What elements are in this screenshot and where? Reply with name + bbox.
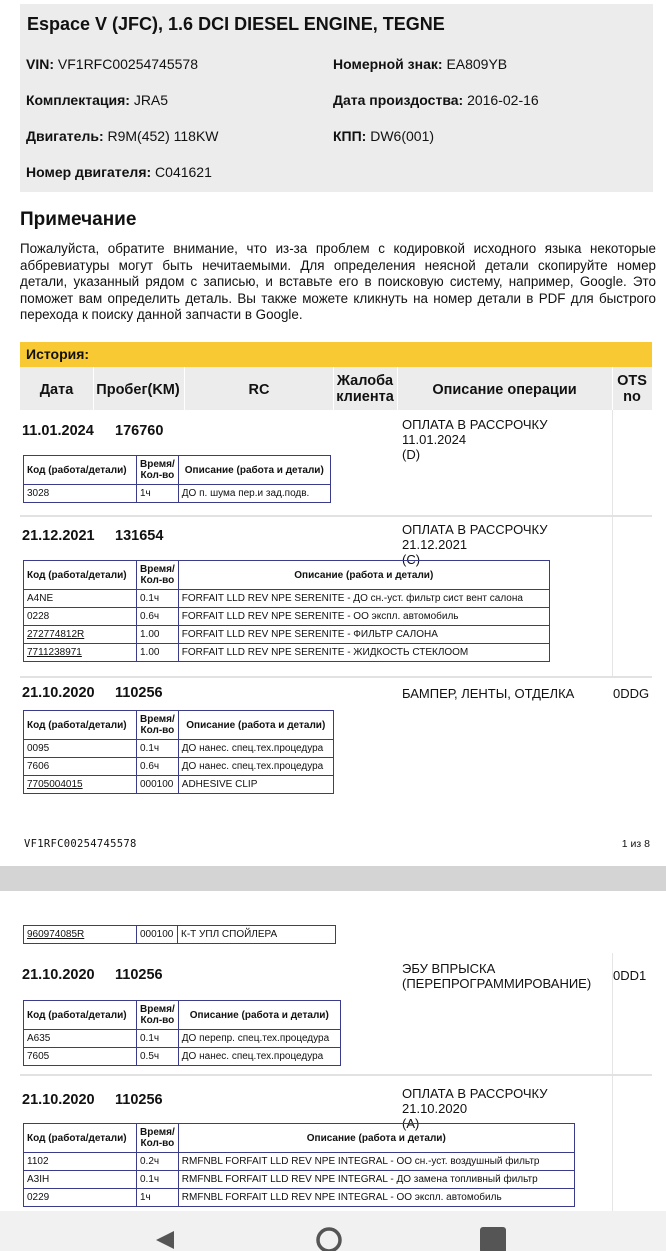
page-gap [0,866,666,891]
engine-value: R9M(452) 118KW [107,128,219,144]
gearbox-label: КПП: [333,128,367,144]
production-date-row [333,92,539,108]
record-mileage: 110256 [115,1092,163,1108]
th-time [137,1124,179,1153]
record-operation-line1: БАМПЕР, ЛЕНТЫ, ОТДЕЛКА [402,686,575,701]
trim-row [26,92,168,108]
operations-table-continued [23,925,336,944]
code-cell: 7605 [24,1048,137,1066]
operations-table [23,1123,575,1207]
col-rc: RC [248,382,270,398]
table-row [24,758,334,776]
code-cell: 3028 [24,485,137,503]
table-row [24,1171,575,1189]
th-code: Код (работа/детали) [24,561,137,590]
record-mileage: 110256 [115,685,163,701]
table-row [24,485,331,503]
record-operation-line1: ОПЛАТА В РАССРОЧКУ 21.12.2021 [402,522,548,552]
trim-label: Комплектация: [26,92,130,108]
engine-number-value: C041621 [155,164,212,180]
table-row [24,1153,575,1171]
footer-vin: VF1RFC00254745578 [24,838,137,850]
plate-value: EA809YB [446,56,508,72]
engine-row [26,128,219,144]
th-time-2: Кол-во [140,1138,175,1149]
record-date: 11.01.2024 [22,423,94,439]
th-desc: Описание (работа и детали) [178,1124,574,1153]
time-cell: 1ч [137,485,179,503]
desc-cell: RMFNBL FORFAIT LLD REV NPE INTEGRAL - ОО сн.-уст. воздушный фильтр [178,1153,574,1171]
record-operation-line2: (A) [402,1116,420,1131]
trim-value: JRA5 [133,92,169,108]
record-ots: 0DDG [613,686,650,701]
history-label: История: [26,346,90,362]
code-cell: A4NE [24,590,137,608]
vin-value: VF1RFC00254745578 [57,56,198,72]
desc-cell: ADHESIVE CLIP [178,776,333,794]
part-number-link[interactable]: 960974085R [24,926,137,944]
record-operation-line1: ЭБУ ВПРЫСКА [402,961,496,976]
time-cell: 0.5ч [137,1048,179,1066]
th-time-2: Кол-во [140,470,175,481]
record-date: 21.10.2020 [22,967,95,983]
col-ots-line2: no [623,389,641,405]
th-time [137,1001,179,1030]
operations-table [23,455,331,503]
gearbox-row [333,128,434,144]
engine-number-label: Номер двигателя: [26,164,152,180]
col-mileage: Пробег(KM) [96,382,180,398]
desc-cell: FORFAIT LLD REV NPE SERENITE - ЖИДКОСТЬ СТЕКЛООМ [178,644,549,662]
record-date: 21.10.2020 [22,1092,95,1108]
time-cell: 0.1ч [137,1171,179,1189]
engine-label: Двигатель: [26,128,104,144]
time-cell: 000100 [137,926,178,944]
page-number: 1 из 8 [621,838,650,850]
code-cell: 1102 [24,1153,137,1171]
vehicle-title: Espace V (JFC), 1.6 DCI DIESEL ENGINE, TEGNE [27,14,445,34]
record-mileage: 110256 [115,967,163,983]
th-code: Код (работа/детали) [24,711,137,740]
th-time-1: Время/ [140,564,175,575]
record-operation [402,417,614,462]
desc-cell: RMFNBL FORFAIT LLD REV NPE INTEGRAL - ОО экспл. автомобиль [178,1189,574,1207]
th-time-2: Кол-во [140,1015,175,1026]
th-time [137,561,179,590]
history-bar [20,342,652,367]
table-row [24,740,334,758]
system-nav-bar [0,1211,666,1251]
th-time-2: Кол-во [140,725,175,736]
time-cell: 0.6ч [137,758,179,776]
code-cell: 7606 [24,758,137,776]
record-operation-line1: ОПЛАТА В РАССРОЧКУ 11.01.2024 [402,417,548,447]
plate-label: Номерной знак: [333,56,443,72]
desc-cell: FORFAIT LLD REV NPE SERENITE - ОО экспл. автомобиль [178,608,549,626]
history-table-header [20,367,652,410]
note-text: Пожалуйста, обратите внимание, что из-за проблем с кодировкой исходного языка некоторые аббревиатуры могут быть нечитаемыми. Для определения неясной детали скопируйте номер детали, указанный рядом с записью, и вставьте его в поисковую систему, например, Google. Это поможет вам определить деталь. Вы также можете кликнуть на номер детали в PDF для быстрого перехода к поиску данной запчасти в Google. [20,241,656,322]
th-time-1: Время/ [140,459,175,470]
plate-row [333,56,507,72]
pdf-page-2 [0,891,666,1211]
table-row [24,626,550,644]
code-cell: 0228 [24,608,137,626]
desc-cell: ДО нанес. спец.тех.процедура [178,1048,340,1066]
table-row [24,644,550,662]
record-operation-line1: ОПЛАТА В РАССРОЧКУ 21.10.2020 [402,1086,548,1116]
col-complaint [333,373,397,405]
record-operation [402,686,614,701]
vin-label: VIN: [26,56,54,72]
table-row [24,1030,341,1048]
time-cell: 0.1ч [137,740,179,758]
record-date: 21.10.2020 [22,685,95,701]
th-time [137,456,179,485]
recents-icon[interactable] [478,1225,508,1251]
th-desc: Описание (работа и детали) [178,561,549,590]
time-cell: 1ч [137,1189,179,1207]
th-time-2: Кол-во [140,575,175,586]
col-ots-line1: OTS [617,373,647,389]
vin-row [26,56,198,72]
record-mileage: 176760 [115,423,164,439]
code-cell: 0095 [24,740,137,758]
record-ots: 0DD1 [613,968,647,983]
code-cell: A3IH [24,1171,137,1189]
record-mileage: 131654 [115,528,164,544]
record-operation-line2: (D) [402,447,421,462]
table-row [24,608,550,626]
desc-cell: К-Т УПЛ СПОЙЛЕРА [178,926,336,944]
desc-cell: ДО перепр. спец.тех.процедура [178,1030,340,1048]
table-row [24,1048,341,1066]
vehicle-info-box [20,4,653,192]
th-time-1: Время/ [140,1127,175,1138]
th-code: Код (работа/детали) [24,1124,137,1153]
th-code: Код (работа/детали) [24,456,137,485]
th-code: Код (работа/детали) [24,1001,137,1030]
code-cell: A635 [24,1030,137,1048]
operations-table [23,1000,341,1066]
production-date-label: Дата произдоства: [333,92,464,108]
table-row [24,590,550,608]
operations-table [23,560,550,662]
th-time [137,711,179,740]
table-row [24,1189,575,1207]
note-title: Примечание [20,209,137,230]
time-cell: 1.00 [137,626,179,644]
col-date: Дата [39,382,74,398]
th-time-1: Время/ [140,714,175,725]
col-operation: Описание операции [432,382,577,398]
desc-cell: ДО нанес. спец.тех.процедура [178,740,333,758]
code-cell: 0229 [24,1189,137,1207]
record-operation [402,961,614,991]
time-cell: 0.2ч [137,1153,179,1171]
th-desc: Описание (работа и детали) [178,711,333,740]
th-time-1: Время/ [140,1004,175,1015]
time-cell: 0.1ч [137,590,179,608]
home-icon[interactable] [314,1225,344,1251]
operations-table [23,710,334,794]
record-date: 21.12.2021 [22,528,95,544]
record-operation-line2: (ПЕРЕПРОГРАММИРОВАНИЕ) [402,976,592,991]
part-number-link[interactable]: 7711238971 [24,644,137,662]
time-cell: 1.00 [137,644,179,662]
table-row [24,926,336,944]
part-number-link[interactable]: 272774812R [24,626,137,644]
engine-number-row [26,164,212,180]
col-complaint-line1: Жалоба [336,373,394,389]
desc-cell: FORFAIT LLD REV NPE SERENITE - ДО сн.-уст. фильтр сист вент салона [178,590,549,608]
col-ots [612,373,652,405]
record-operation-line2: (C) [402,552,421,567]
th-desc: Описание (работа и детали) [178,456,330,485]
desc-cell: FORFAIT LLD REV NPE SERENITE - ФИЛЬТР САЛОНА [178,626,549,644]
col-complaint-line2: клиента [336,389,394,405]
gearbox-value: DW6(001) [370,128,435,144]
table-row [24,776,334,794]
desc-cell: RMFNBL FORFAIT LLD REV NPE INTEGRAL - ДО замена топливный фильтр [178,1171,574,1189]
back-icon[interactable] [150,1225,180,1251]
time-cell: 0.6ч [137,608,179,626]
th-desc: Описание (работа и детали) [178,1001,340,1030]
desc-cell: ДО нанес. спец.тех.процедура [178,758,333,776]
time-cell: 0.1ч [137,1030,179,1048]
time-cell: 000100 [137,776,179,794]
production-date-value: 2016-02-16 [467,92,539,108]
part-number-link[interactable]: 7705004015 [24,776,137,794]
desc-cell: ДО п. шума пер.и зад.подв. [178,485,330,503]
